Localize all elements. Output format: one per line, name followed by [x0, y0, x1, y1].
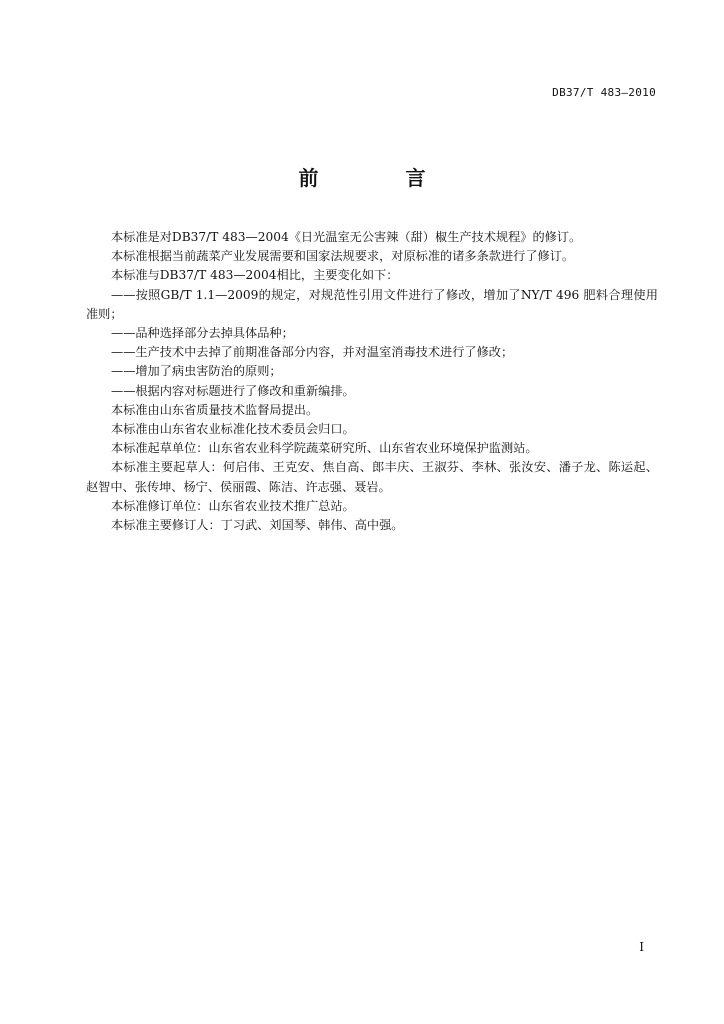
paragraph-revision-reason: 本标准根据当前蔬菜产业发展需要和国家法规要求，对原标准的诸多条款进行了修订。: [111, 249, 575, 264]
paragraph-drafting-units: 本标准起草单位：山东省农业科学院蔬菜研究所、山东省农业环境保护监测站。: [111, 441, 538, 456]
foreword-body: [86, 228, 658, 535]
page-title: 前 言: [298, 166, 466, 190]
paragraph-main-changes: 本标准与DB37/T 483—2004相比，主要变化如下：: [111, 268, 399, 283]
paragraph-drafters: 本标准主要起草人：何启伟、王克安、焦自高、郎丰庆、王淑芬、李林、张汝安、潘子龙、陈运起、赵智中、张传坤、杨宁、侯丽霞、陈洁、许志强、聂岩。: [86, 460, 658, 494]
change-item-titles: ——根据内容对标题进行了修改和重新编排。: [111, 383, 355, 398]
paragraph-revision-basis: 本标准是对DB37/T 483—2004《日光温室无公害辣（甜）椒生产技术规程》的修订。: [111, 230, 582, 244]
paragraph-committee: 本标准由山东省农业标准化技术委员会归口。: [111, 422, 355, 437]
document-code: DB37/T 483—2010: [552, 86, 656, 99]
paragraph-revision-unit: 本标准修订单位：山东省农业技术推广总站。: [111, 498, 355, 513]
paragraph-revisers: 本标准主要修订人：丁习武、刘国琴、韩伟、高中强。: [111, 518, 404, 533]
change-item-normative-references: ——按照GB/T 1.1—2009的规定，对规范性引用文件进行了修改，增加了NY/T 496 肥料合理使用准则；: [86, 287, 658, 321]
change-item-variety-selection: ——品种选择部分去掉具体品种；: [111, 326, 294, 341]
change-item-pest-control: ——增加了病虫害防治的原则；: [111, 364, 282, 379]
page-number: I: [639, 940, 644, 954]
paragraph-proposer: 本标准由山东省质量技术监督局提出。: [111, 402, 319, 417]
change-item-production-technology: ——生产技术中去掉了前期准备部分内容，并对温室消毒技术进行了修改；: [111, 345, 514, 360]
